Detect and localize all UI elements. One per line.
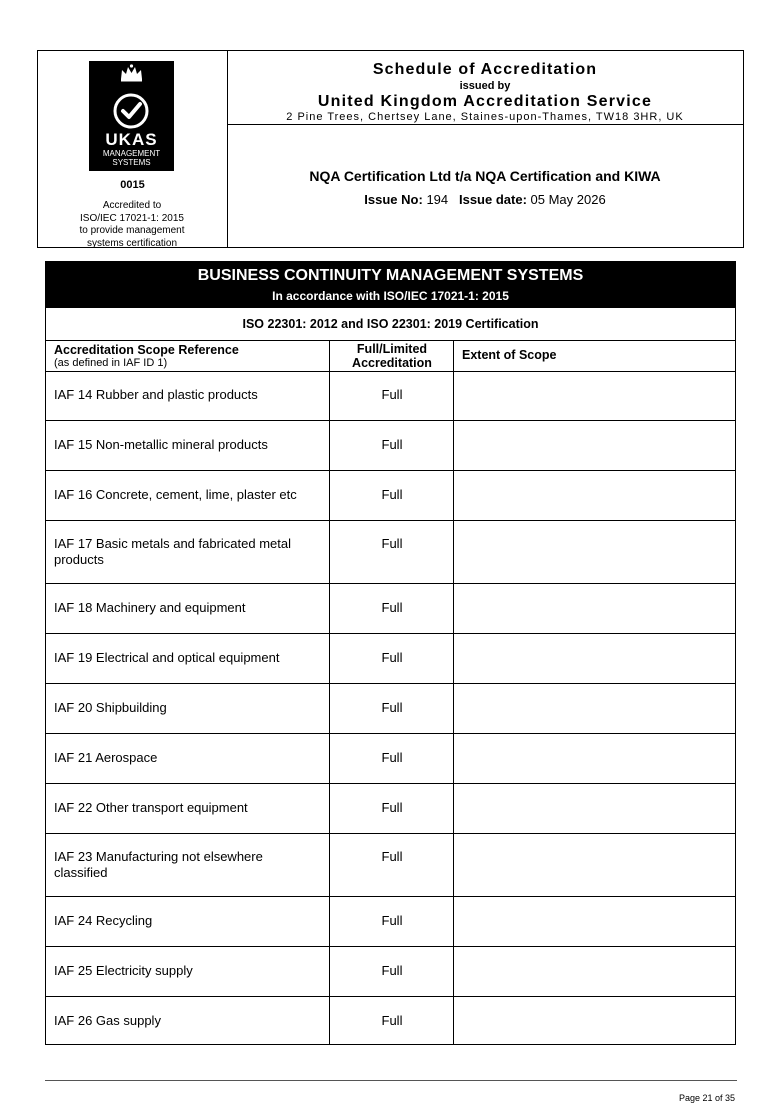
- acc-line-1: Accredited to: [102, 200, 162, 211]
- scope-reference: IAF 23 Manufacturing not elsewhere classified: [54, 849, 263, 880]
- table-row: [46, 947, 735, 997]
- schedule-header: [37, 50, 744, 248]
- title-cell: [227, 51, 743, 125]
- table-row: [46, 471, 735, 521]
- scope-reference: IAF 20 Shipbuilding: [54, 700, 167, 715]
- accreditation-status: Full: [381, 600, 403, 615]
- table-row: [46, 834, 735, 897]
- table-row: [46, 734, 735, 784]
- scope-reference: IAF 26 Gas supply: [54, 1013, 161, 1028]
- table-row: [46, 997, 735, 1047]
- ukas-logo: [89, 61, 174, 171]
- col-ref-header: [54, 343, 239, 369]
- scope-reference: IAF 24 Recycling: [54, 913, 153, 928]
- column-headers: [46, 340, 735, 372]
- acc-line-3: to provide management: [79, 225, 185, 236]
- service-name: United Kingdom Accreditation Service: [317, 93, 653, 110]
- col-ref-note: (as defined in IAF ID 1): [54, 357, 168, 369]
- address: 2 Pine Trees, Chertsey Lane, Staines-upon-Thames, TW18 3HR, UK: [286, 111, 684, 123]
- logo-sub1: MANAGEMENT: [102, 149, 161, 158]
- certification-heading: ISO 22301: 2012 and ISO 22301: 2019 Certification: [46, 308, 735, 341]
- accreditation-status: Full: [381, 650, 403, 665]
- footer-divider: [45, 1080, 737, 1081]
- table-row: [46, 421, 735, 471]
- logo-wordmark: UKAS: [105, 130, 158, 149]
- table-row: [46, 897, 735, 947]
- page-number: Page 21 of 35: [678, 1093, 735, 1103]
- section-banner: [46, 262, 735, 308]
- accreditation-number: 0015: [120, 179, 145, 191]
- table-row: [46, 371, 735, 421]
- issue-date: 05 May 2026: [530, 192, 606, 207]
- accreditation-status: Full: [381, 487, 403, 502]
- issue-no: 194: [426, 192, 449, 207]
- table-row: [46, 521, 735, 584]
- schedule-title: Schedule of Accreditation: [372, 61, 598, 78]
- table-row: [46, 634, 735, 684]
- issue-date-label: Issue date:: [458, 192, 527, 207]
- col-ref-label: Accreditation Scope Reference: [54, 343, 239, 357]
- acc-line-4: systems certification: [86, 237, 178, 249]
- scope-reference: IAF 21 Aerospace: [54, 750, 158, 765]
- accreditation-status: Full: [381, 437, 403, 452]
- section-title: BUSINESS CONTINUITY MANAGEMENT SYSTEMS: [197, 267, 584, 284]
- accreditation-status: Full: [381, 750, 403, 765]
- accreditation-status: Full: [381, 387, 403, 402]
- scope-reference: IAF 17 Basic metals and fabricated metal products: [54, 536, 292, 567]
- issue-info: [227, 192, 743, 207]
- logo-sub2: SYSTEMS: [112, 158, 151, 167]
- crown-icon: [119, 64, 144, 82]
- scope-reference: IAF 14 Rubber and plastic products: [54, 387, 258, 402]
- accreditation-status: Full: [381, 849, 403, 864]
- acc-line-2: ISO/IEC 17021-1: 2015: [80, 212, 184, 224]
- issue-no-label: Issue No:: [364, 192, 423, 207]
- col-full-header: [330, 342, 454, 370]
- issued-by: issued by: [459, 80, 511, 92]
- table-row: [46, 684, 735, 734]
- accreditation-status: Full: [381, 913, 403, 928]
- table-body: [46, 371, 735, 1047]
- scope-reference: IAF 16 Concrete, cement, lime, plaster etc: [54, 487, 297, 502]
- scope-reference: IAF 18 Machinery and equipment: [54, 600, 246, 615]
- scope-reference: IAF 15 Non-metallic mineral products: [54, 437, 268, 452]
- accreditation-status: Full: [381, 1013, 403, 1028]
- col-full-line2: Accreditation: [352, 356, 432, 370]
- scope-reference: IAF 19 Electrical and optical equipment: [54, 650, 280, 665]
- check-circle-icon: [111, 91, 151, 131]
- scope-table: [45, 261, 736, 1045]
- organisation-cell: [227, 125, 743, 247]
- scope-reference: IAF 25 Electricity supply: [54, 963, 193, 978]
- table-row: [46, 584, 735, 634]
- col-full-line1: Full/Limited: [356, 342, 428, 356]
- organisation-name: NQA Certification Ltd t/a NQA Certification and KIWA: [309, 168, 661, 184]
- accreditation-status: Full: [381, 536, 403, 551]
- section-subtitle: In accordance with ISO/IEC 17021-1: 2015: [272, 289, 509, 303]
- table-row: [46, 784, 735, 834]
- accreditation-status: Full: [381, 700, 403, 715]
- scope-reference: IAF 22 Other transport equipment: [54, 800, 248, 815]
- col-extent-header: Extent of Scope: [462, 348, 557, 362]
- accreditation-status: Full: [381, 800, 403, 815]
- logo-subtitle: [89, 149, 174, 167]
- accreditation-status: Full: [381, 963, 403, 978]
- accreditation-statement: [68, 200, 196, 250]
- logo-cell: [38, 51, 228, 247]
